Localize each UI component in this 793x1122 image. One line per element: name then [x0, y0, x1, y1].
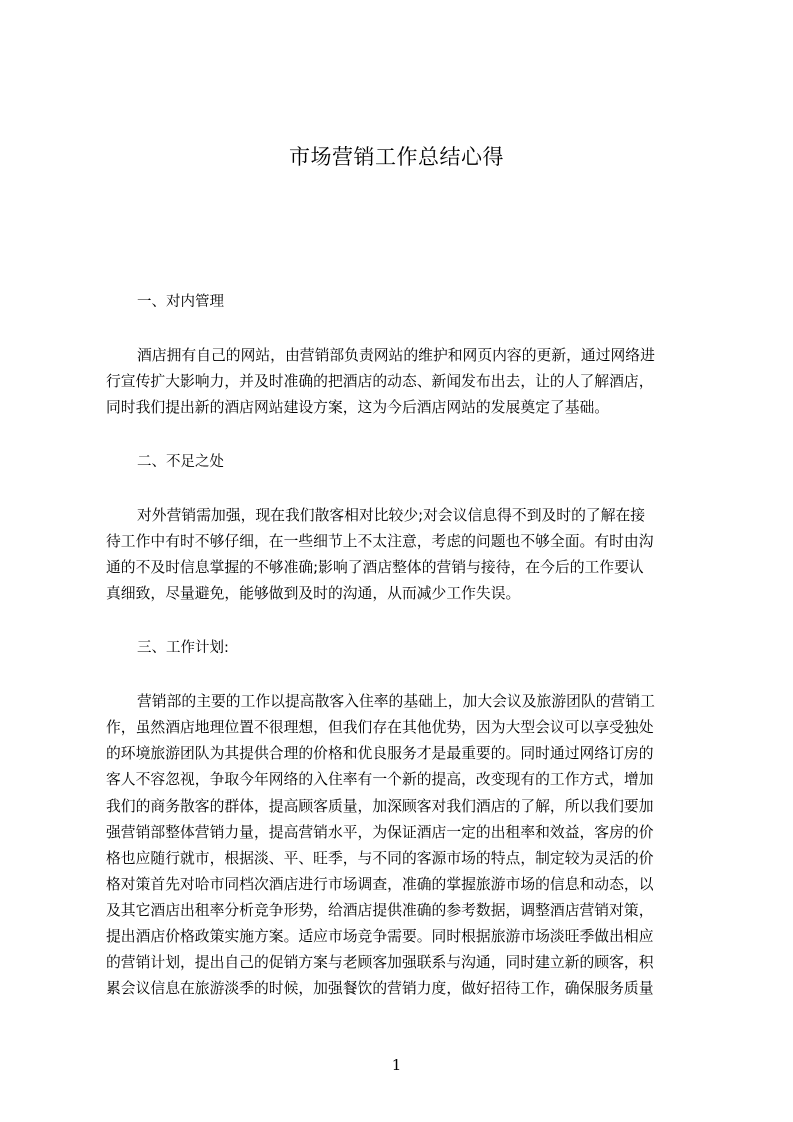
paragraph-line: 营销部的主要的工作以提高散客入住率的基础上，加大会议及旅游团队的营销工	[137, 693, 655, 710]
paragraph-line: 的环境旅游团队为其提供合理的价格和优良服务才是最重要的。同时通过网络订房的	[106, 745, 654, 762]
paragraph-line: 客人不容忽视，争取今年网络的入住率有一个新的提高，改变现有的工作方式，增加	[106, 771, 654, 788]
paragraph-line: 提出酒店价格政策实施方案。适应市场竞争需要。同时根据旅游市场淡旺季做出相应	[106, 928, 654, 945]
paragraph-line: 真细致，尽量避免，能够做到及时的沟通，从而减少工作失误。	[106, 585, 521, 602]
paragraph-line: 行宣传扩大影响力，并及时准确的把酒店的动态、新闻发布出去，让的人了解酒店，	[106, 373, 654, 390]
paragraph-line: 作，虽然酒店地理位置不很理想，但我们存在其他优势，因为大型会议可以享受独处	[106, 719, 654, 736]
section-heading-shortcomings: 二、不足之处	[137, 454, 224, 470]
paragraph-line: 酒店拥有自己的网站，由营销部负责网站的维护和网页内容的更新，通过网络进	[137, 347, 655, 364]
paragraph-line: 格对策首先对哈市同档次酒店进行市场调查，准确的掌握旅游市场的信息和动态，以	[106, 876, 654, 893]
page-number: 1	[391, 1056, 402, 1074]
paragraph-line: 累会议信息在旅游淡季的时候，加强餐饮的营销力度，做好招待工作，确保服务质量	[106, 980, 654, 997]
paragraph-line: 待工作中有时不够仔细，在一些细节上不太注意，考虑的问题也不够全面。有时由沟	[106, 533, 654, 550]
section-heading-work-plan: 三、工作计划:	[137, 640, 229, 656]
paragraph-line: 及其它酒店出租率分析竞争形势，给酒店提供准确的参考数据，调整酒店营销对策，	[106, 902, 654, 919]
paragraph-line: 的营销计划，提出自己的促销方案与老顾客加强联系与沟通，同时建立新的顾客，积	[106, 954, 654, 971]
paragraph-line: 同时我们提出新的酒店网站建设方案，这为今后酒店网站的发展奠定了基础。	[106, 399, 610, 416]
paragraph-line: 我们的商务散客的群体，提高顾客质量，加深顾客对我们酒店的了解，所以我们要加	[106, 798, 654, 815]
section-heading-internal-management: 一、对内管理	[137, 294, 224, 310]
paragraph-line: 对外营销需加强，现在我们散客相对比较少;对会议信息得不到及时的了解在接	[137, 507, 646, 524]
paragraph-line: 格也应随行就市，根据淡、平、旺季，与不同的客源市场的特点，制定较为灵活的价	[106, 850, 654, 867]
document-title: 市场营销工作总结心得	[289, 145, 504, 169]
paragraph-line: 通的不及时信息掌握的不够准确;影响了酒店整体的营销与接待，在今后的工作要认	[106, 559, 644, 576]
paragraph-line: 强营销部整体营销力量，提高营销水平，为保证酒店一定的出租率和效益，客房的价	[106, 824, 654, 841]
